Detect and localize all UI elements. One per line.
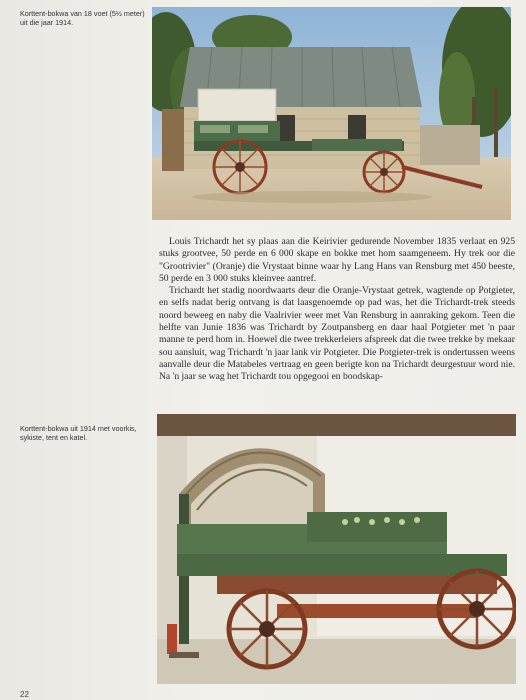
paragraph-1: Louis Trichardt het sy plaas aan die Keirivier gedurende November 1835 verlaat en 925 stuks grootvee, 50 perde en 6 000 skape en bokke met hom saamgeneem. Hy trek oor die "Grootrivier" (Oranje) die Vrystaat binne waar hy Lang Hans van Rensburg met 450 beeste, 50 perde en 3 000 stuks kleinvee aantref. [159,236,515,284]
page-number: 22 [20,690,29,699]
article-text [159,236,515,424]
top-photo-caption: Korttent-bokwa van 18 voet (5½ meter) uit die jaar 1914. [20,9,145,27]
bottom-photo-caption: Korttent-bokwa uit 1914 met voorkis, sykiste, tent en katel. [20,424,137,442]
ox-wagon-interior-photo [157,414,516,684]
ox-wagon-farmhouse-photo [152,7,511,220]
paragraph-2: Trichardt het stadig noordwaarts deur die Oranje-Vrystaat getrek, wagtende op Potgieter, en selfs nadat berig ontvang is dat laasgenoemde op pad was, het die Trichardt-trek steeds noord beweeg en naby die Vaalrivier weer met Van Rensburg in aanraking gekom. Teen die helfte van Junie 1836 was Trichardt by Zoutpansberg en daar haal Potgieter met 'n paar manne te perd hom in. Hoewel die twee trekkerleiers afspreek dat die twee trekke by mekaar sou aansluit, wag Trichardt 'n jaar lank vir Potgieter. Die Potgieter-trek is ondertussen weens aanvalle deur die Matabeles vertraag en geen berigte kon na Trichardt deurgestuur word nie. Na 'n jaar se wag het Trichardt tou opgegooi en boodskap- [159,285,515,383]
